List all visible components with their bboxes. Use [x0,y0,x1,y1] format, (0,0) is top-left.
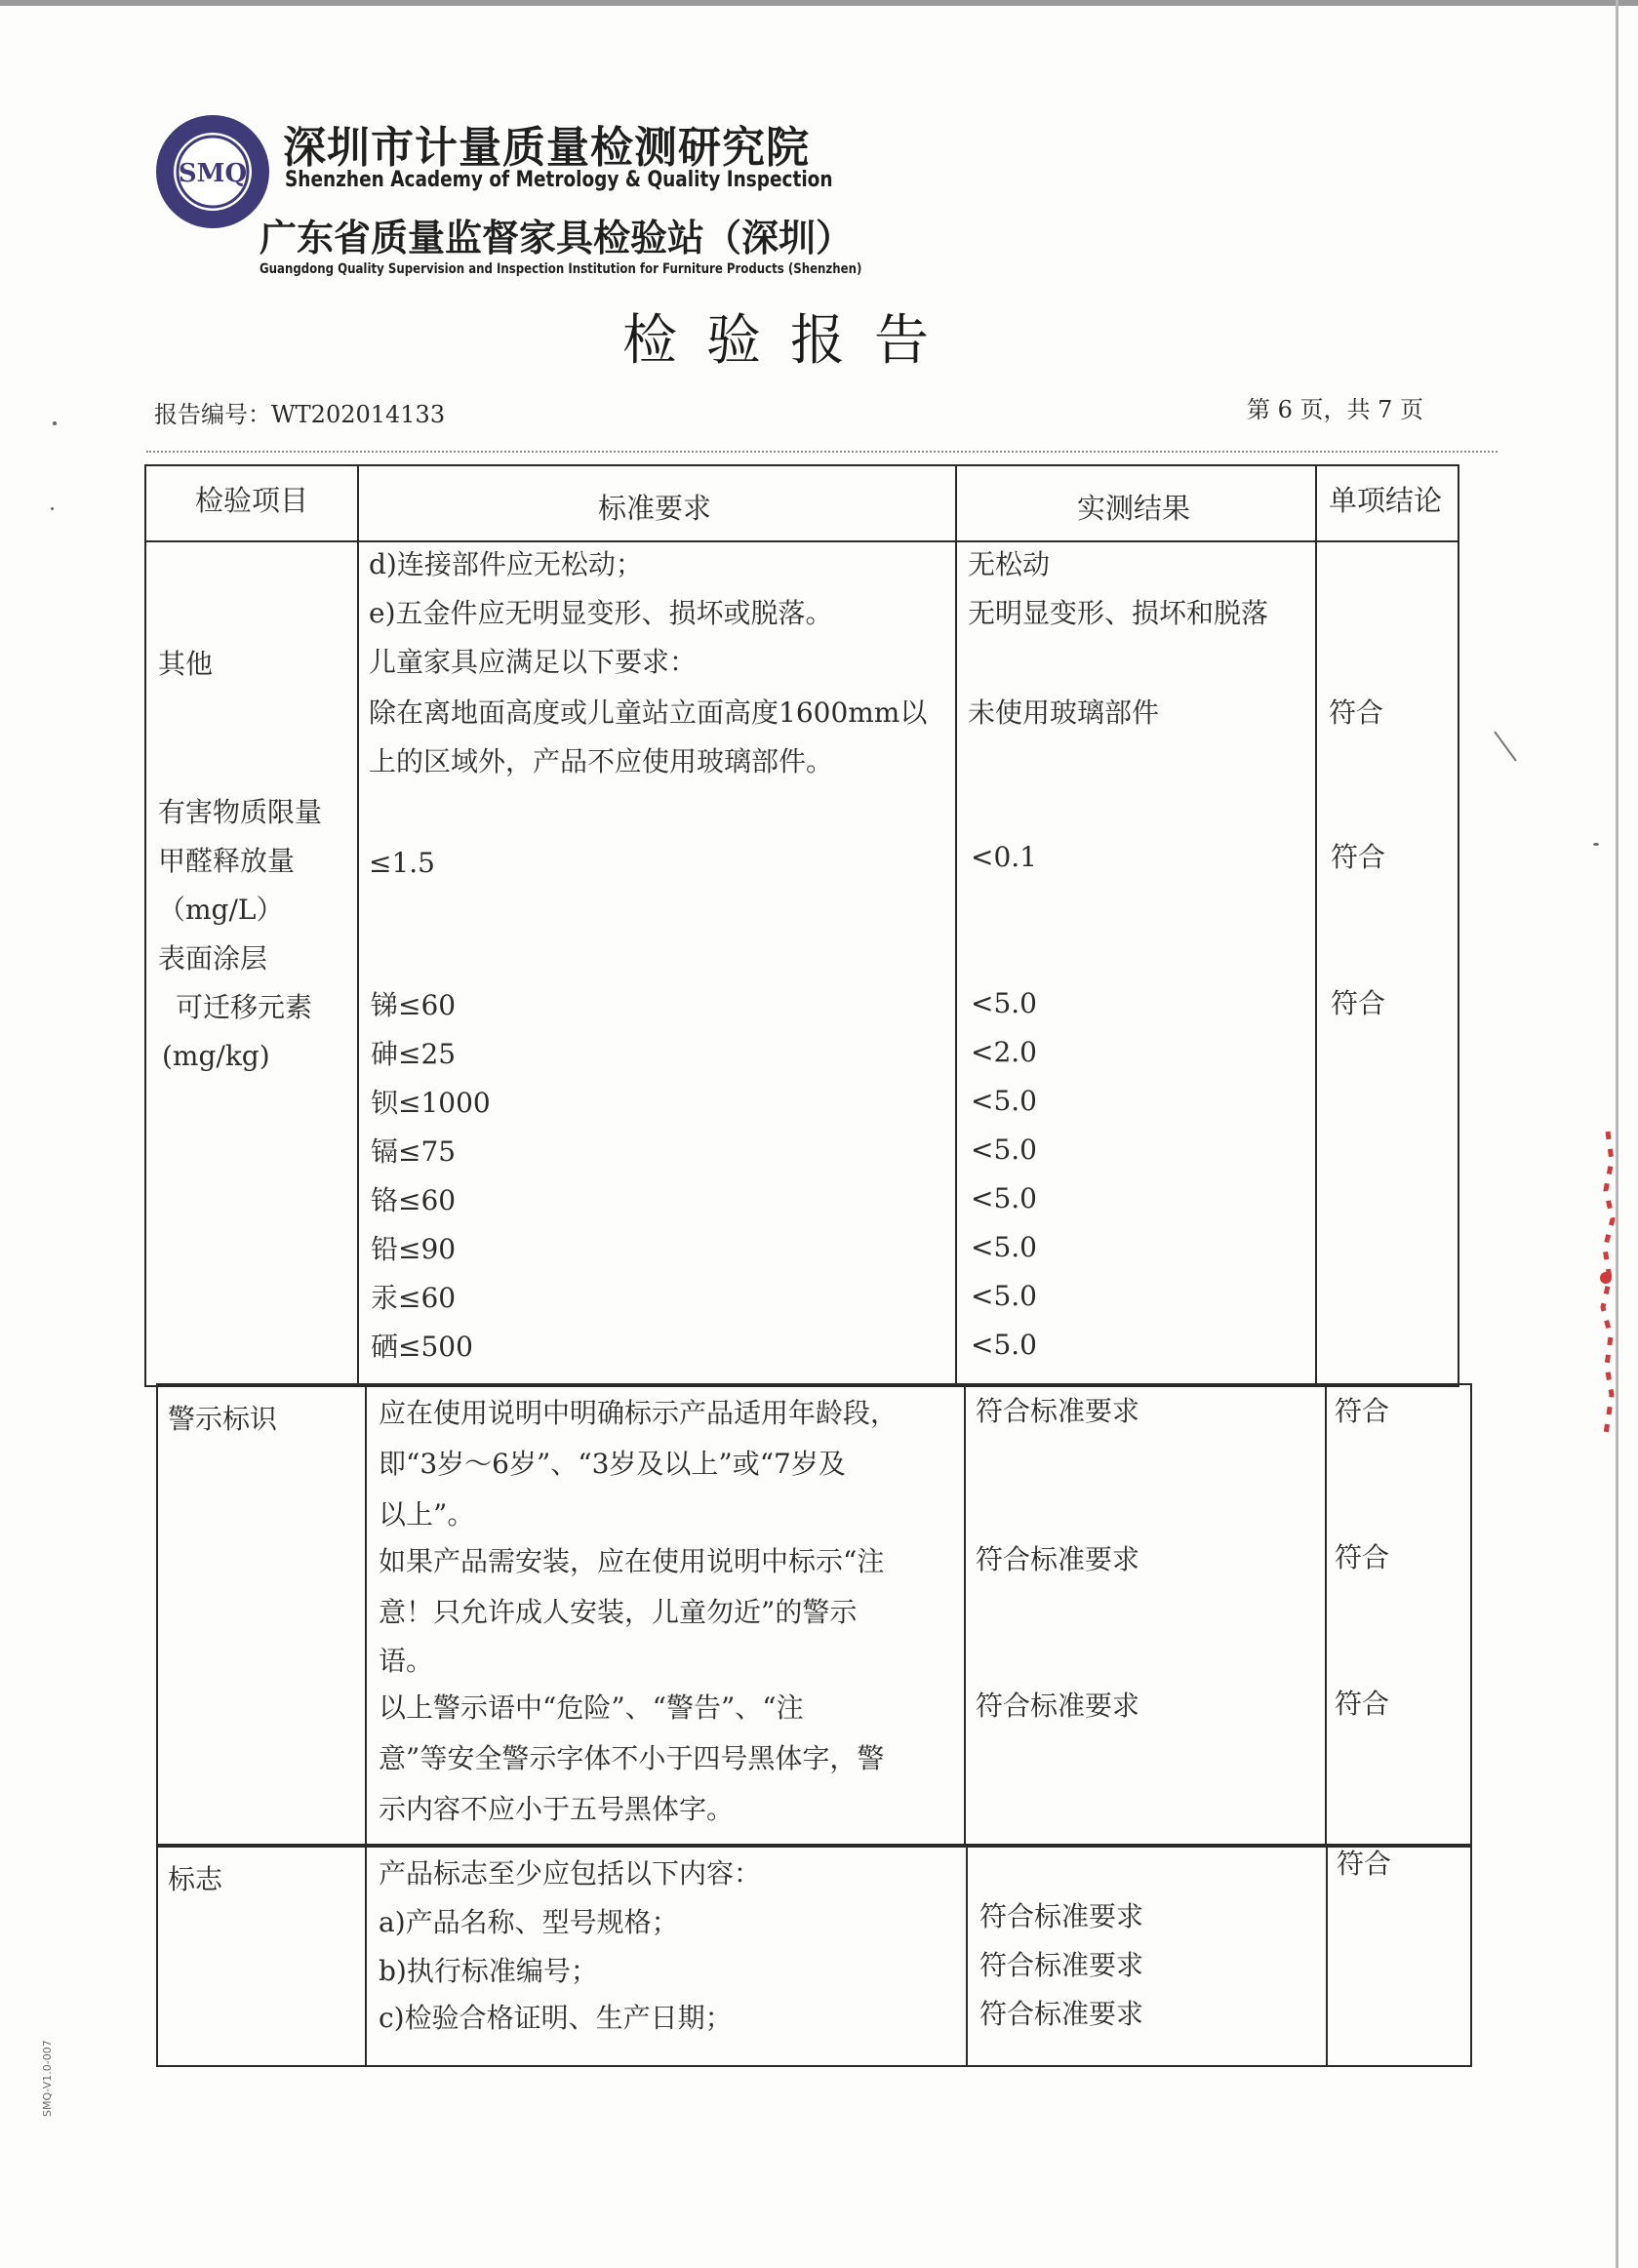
result-line: 符合标准要求 [976,1543,1140,1575]
result-line: <2.0 [971,1036,1037,1068]
item-other: 其他 [158,648,214,680]
conclusion: 符合 [1331,841,1386,873]
organization-name-en: Shenzhen Academy of Metrology & Quality Inspection [285,168,833,192]
result-line: <5.0 [971,1329,1037,1361]
seal-stamp-edge [1594,1122,1616,1444]
requirement-line: 砷≤25 [371,1038,457,1070]
inspection-table [144,464,1459,1387]
requirement-line: 以上”。 [379,1498,475,1531]
requirement-line: 如果产品需安装，应在使用说明中标示“注 [379,1545,885,1577]
requirement-line: 以上警示语中“危险”、“警告”、“注 [379,1691,804,1724]
scan-speck [51,507,54,510]
station-name-cn: 广东省质量监督家具检验站（深圳） [260,217,854,259]
requirement-line: ≤1.5 [369,847,435,879]
item-harmful: 甲醛释放量 [158,845,296,877]
result-line: 符合标准要求 [976,1690,1140,1722]
header-item: 检验项目 [195,484,309,517]
inspection-table-warning [156,1383,1472,1848]
conclusion: 符合 [1335,1688,1390,1720]
item-harmful: （mg/L） [158,894,284,926]
requirement-line: 铅≤90 [371,1233,457,1265]
page-indicator: 第 6 页，共 7 页 [1247,396,1424,423]
requirement-line: 镉≤75 [371,1135,457,1168]
result-line: <5.0 [971,1134,1037,1166]
requirement-line: a)产品名称、型号规格； [379,1906,679,1938]
logo-text: SMQ [178,159,248,188]
item-harmful: (mg/kg) [162,1040,270,1072]
item-harmful: 可迁移元素 [176,991,313,1023]
scan-mark [1493,730,1522,765]
conclusion: 符合 [1331,987,1386,1019]
result-line: <5.0 [971,1231,1037,1263]
result-line: <5.0 [971,1085,1037,1117]
result-line: 符合标准要求 [979,1900,1144,1932]
result-line: <5.0 [971,987,1037,1019]
report-number: 报告编号：WT202014133 [154,401,446,428]
header-requirement: 标准要求 [598,492,712,525]
requirement-line: 儿童家具应满足以下要求： [369,646,698,678]
requirement-line: 硒≤500 [371,1331,473,1363]
result-line: 符合标准要求 [976,1395,1140,1427]
requirement-line: 锑≤60 [371,989,457,1021]
result-line: 符合标准要求 [979,1949,1144,1981]
requirement-line: b)执行标准编号； [379,1955,598,1987]
result-line: 无松动 [968,548,1051,580]
scan-top-edge [0,0,1638,6]
item-harmful: 表面涂层 [158,942,268,975]
requirement-line: 意！只允许成人安装，儿童勿近”的警示 [379,1596,858,1628]
requirement-line: 即“3岁～6岁”、“3岁及以上”或“7岁及 [379,1448,846,1480]
form-code: SMQ-V1.0-007 [41,2040,54,2117]
organization-name-cn: 深圳市计量质量检测研究院 [283,123,810,173]
result-line: <5.0 [971,1182,1037,1214]
requirement-line: 汞≤60 [371,1282,457,1314]
item-marking: 标志 [168,1863,223,1895]
requirement-line: 除在离地面高度或儿童站立面高度1600mm以 [369,696,928,729]
conclusion: 符合 [1335,1541,1390,1573]
requirement-line: 意”等安全警示字体不小于四号黑体字，警 [379,1742,885,1774]
requirement-line: 示内容不应小于五号黑体字。 [379,1793,735,1825]
requirement-line: 铬≤60 [371,1184,457,1216]
scan-speck [1593,843,1599,846]
scan-right-edge [1616,0,1618,2268]
requirement-line: 上的区域外，产品不应使用玻璃部件。 [369,745,834,777]
conclusion: 符合 [1329,696,1384,729]
result-line: <5.0 [971,1280,1037,1312]
requirement-line: 应在使用说明中明确标示产品适用年龄段， [379,1397,899,1429]
header-result: 实测结果 [1077,492,1191,525]
requirement-line: 产品标志至少应包括以下内容： [379,1857,762,1890]
item-warning: 警示标识 [168,1403,278,1435]
conclusion: 符合 [1337,1848,1392,1880]
requirement-line: d)连接部件应无松动； [369,548,643,580]
result-line: 未使用玻璃部件 [968,696,1160,729]
conclusion: 符合 [1335,1395,1390,1427]
requirement-line: e)五金件应无明显变形、损坏或脱落。 [369,597,833,629]
requirement-line: 钡≤1000 [371,1087,491,1119]
smq-logo-icon [154,113,271,230]
station-name-en: Guangdong Quality Supervision and Inspection Institution for Furniture Products (Shenzhen) [260,261,862,277]
requirement-line: c)检验合格证明、生产日期； [379,2002,733,2034]
header-conclusion: 单项结论 [1329,484,1443,517]
inspection-table-marking [156,1844,1472,2067]
header-divider [146,451,1498,453]
document-title: 检验报告 [622,309,958,373]
result-line: 无明显变形、损坏和脱落 [968,597,1269,629]
scan-speck [53,421,57,425]
item-harmful: 有害物质限量 [158,796,323,828]
result-line: <0.1 [971,841,1037,873]
requirement-line: 语。 [379,1645,434,1677]
result-line: 符合标准要求 [979,1998,1144,2030]
